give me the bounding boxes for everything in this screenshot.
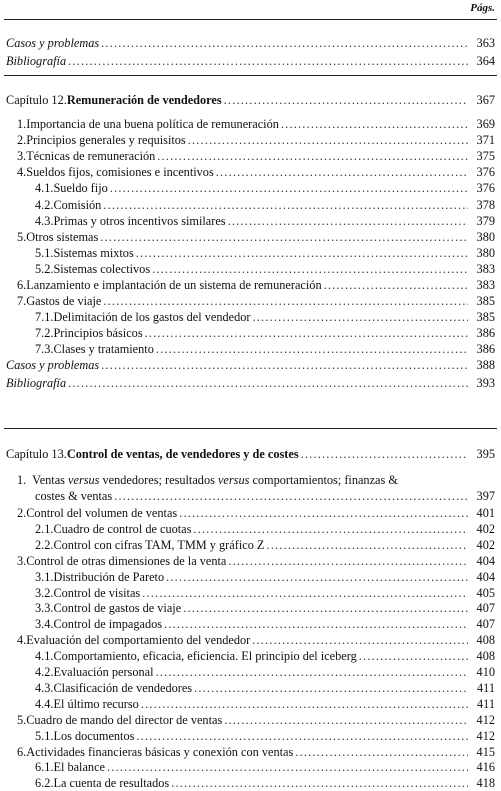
toc-entry-label: Control con cifras TAM, TMM y gráfico Z bbox=[53, 537, 265, 552]
toc-entry[interactable] bbox=[35, 648, 495, 664]
toc-entry[interactable] bbox=[17, 505, 495, 521]
toc-entry-number: 7.2. bbox=[35, 326, 54, 341]
toc-entry[interactable] bbox=[17, 293, 495, 309]
toc-entry-label: La cuenta de resultados bbox=[53, 776, 170, 791]
toc-entry-number: 3.3. bbox=[35, 601, 54, 616]
toc-page-number: 411 bbox=[477, 696, 495, 711]
dot-leader bbox=[324, 277, 468, 293]
toc-page-number: 380 bbox=[476, 229, 495, 244]
chapter-title: Remuneración de vendedores bbox=[66, 93, 222, 107]
toc-entry-number: 4.2. bbox=[35, 665, 54, 679]
toc-page-number: 404 bbox=[476, 569, 495, 584]
pags-header: Págs. bbox=[470, 2, 495, 14]
toc-entry-number: 7.3. bbox=[35, 342, 54, 357]
toc-entry[interactable] bbox=[35, 569, 495, 585]
toc-entry-number: 3. bbox=[17, 553, 27, 568]
toc-entry-label: Sueldo fijo bbox=[53, 181, 108, 196]
toc-entry-number: 4. bbox=[17, 633, 27, 648]
toc-entry[interactable] bbox=[17, 229, 495, 245]
dot-leader bbox=[228, 553, 468, 569]
toc-entry[interactable] bbox=[35, 600, 495, 616]
toc-entry-number: 2. bbox=[17, 133, 27, 148]
dot-leader bbox=[179, 505, 468, 521]
toc-entry[interactable] bbox=[35, 309, 495, 325]
toc-entry-label: Control de otras dimensiones de la venta bbox=[26, 553, 227, 568]
section-rule bbox=[4, 75, 497, 76]
toc-entry-tail[interactable] bbox=[6, 375, 495, 391]
toc-entry-label: Control de impagados bbox=[53, 617, 163, 632]
toc-entry-casos-top[interactable] bbox=[6, 35, 495, 51]
toc-entry[interactable] bbox=[17, 164, 495, 180]
toc-entry[interactable] bbox=[35, 521, 495, 537]
toc-entry-label: Distribución de Pareto bbox=[53, 569, 165, 584]
dot-leader bbox=[157, 148, 468, 164]
toc-page-number: 407 bbox=[476, 617, 495, 632]
toc-entry-label: Sueldos fijos, comisiones e incentivos bbox=[26, 165, 214, 180]
toc-entry-number: 4.3. bbox=[35, 680, 54, 695]
dot-leader bbox=[295, 744, 468, 760]
toc-entry-number: 4.3. bbox=[35, 213, 54, 228]
toc-entry-number: 4.1. bbox=[35, 649, 54, 664]
dot-leader bbox=[141, 696, 468, 712]
toc-entry-number: 1. bbox=[17, 473, 27, 487]
toc-page-number: 371 bbox=[476, 133, 495, 148]
toc-page-number: 410 bbox=[476, 665, 495, 679]
dot-leader bbox=[68, 53, 468, 69]
toc-entry-number: 7.1. bbox=[35, 310, 54, 325]
toc-entry-bibliografia-top[interactable] bbox=[6, 53, 495, 69]
toc-entry-label: El balance bbox=[53, 760, 106, 775]
toc-entry[interactable] bbox=[35, 728, 495, 744]
toc-page-number: 401 bbox=[476, 506, 495, 520]
dot-leader bbox=[224, 712, 468, 728]
toc-entry-number: 2.2. bbox=[35, 537, 54, 552]
toc-entry-label: Gastos de viaje bbox=[26, 294, 102, 309]
dot-leader bbox=[136, 245, 468, 261]
toc-entry-label-part: versus bbox=[68, 473, 100, 487]
toc-page-number: 405 bbox=[476, 585, 495, 600]
toc-entry-number: 1. bbox=[17, 117, 27, 131]
toc-entry[interactable] bbox=[35, 537, 495, 553]
toc-entry-number: 6.2. bbox=[35, 776, 54, 791]
toc-entry[interactable] bbox=[35, 245, 495, 261]
toc-entry-label: Delimitación de los gastos del vendedor bbox=[53, 310, 251, 325]
toc-entry-number: 4. bbox=[17, 165, 27, 180]
toc-page-number: 378 bbox=[476, 197, 495, 212]
toc-entry-number: 2.1. bbox=[35, 521, 54, 536]
toc-entry[interactable] bbox=[17, 148, 495, 164]
toc-entry-label: Actividades financieras básicas y conexión con ventas bbox=[26, 744, 294, 759]
toc-page-number: 393 bbox=[476, 376, 495, 390]
toc-entry-13-1-second-line[interactable] bbox=[35, 488, 495, 504]
dot-leader bbox=[301, 446, 468, 462]
toc-entry-label: Clases y tratamiento bbox=[53, 342, 154, 357]
toc-entry[interactable] bbox=[35, 213, 495, 229]
toc-entry[interactable] bbox=[17, 116, 495, 132]
toc-entry-label: costes & ventas bbox=[35, 489, 113, 503]
toc-entry-number: 3.2. bbox=[35, 585, 54, 600]
toc-page-number: 363 bbox=[476, 36, 495, 50]
toc-page-number: 397 bbox=[476, 489, 495, 503]
toc-page-number: 415 bbox=[476, 744, 495, 759]
dot-leader bbox=[107, 759, 468, 775]
toc-page-number: 412 bbox=[476, 728, 495, 743]
dot-leader bbox=[103, 197, 468, 213]
toc-page-number: 407 bbox=[476, 601, 495, 616]
toc-entry-label: Sistemas colectivos bbox=[53, 261, 151, 276]
toc-entry-label: Evaluación del comportamiento del vendedor bbox=[26, 633, 251, 648]
dot-leader bbox=[194, 680, 468, 696]
toc-entry[interactable] bbox=[35, 341, 495, 357]
toc-page-number: 364 bbox=[476, 54, 495, 68]
toc-entry-label: Comportamiento, eficacia, eficiencia. El principio del iceberg bbox=[53, 649, 357, 664]
toc-page-number: 385 bbox=[476, 310, 495, 325]
toc-entry-number: 5.1. bbox=[35, 245, 54, 260]
dot-leader bbox=[101, 357, 468, 373]
toc-page-number: 395 bbox=[476, 447, 495, 461]
toc-entry[interactable] bbox=[35, 261, 495, 277]
toc-page-number: 376 bbox=[476, 165, 495, 180]
toc-entry-number: 5. bbox=[17, 712, 27, 727]
toc-page-number: 416 bbox=[476, 760, 495, 775]
toc-entry[interactable] bbox=[17, 632, 495, 648]
toc-entry-label: Casos y problemas bbox=[6, 358, 100, 372]
toc-page-number: 404 bbox=[476, 553, 495, 568]
toc-entry-label: Los documentos bbox=[53, 728, 135, 743]
toc-entry[interactable] bbox=[35, 325, 495, 341]
toc-entry[interactable] bbox=[17, 744, 495, 760]
toc-page-number: 383 bbox=[476, 278, 495, 292]
toc-entry-label: Control de gastos de viaje bbox=[53, 601, 182, 616]
dot-leader bbox=[359, 648, 468, 664]
toc-page-number: 385 bbox=[476, 294, 495, 309]
toc-entry-label-part: comportamientos; finanzas & bbox=[249, 473, 398, 487]
toc-page-number: 402 bbox=[476, 521, 495, 536]
toc-entry-label: Principios generales y requisitos bbox=[26, 133, 186, 148]
dot-leader bbox=[164, 616, 468, 632]
toc-page-number: 383 bbox=[476, 261, 495, 276]
dot-leader bbox=[156, 341, 468, 357]
toc-entry-number: 3. bbox=[17, 149, 27, 164]
dot-leader bbox=[171, 775, 468, 791]
toc-entry-label: Primas y otros incentivos similares bbox=[53, 213, 226, 228]
toc-entry-label: Lanzamiento e implantación de un sistema de remuneración bbox=[26, 278, 322, 292]
dot-leader bbox=[101, 35, 468, 51]
dot-leader bbox=[188, 132, 468, 148]
dot-leader bbox=[183, 600, 468, 616]
toc-entry-label: Cuadro de mando del director de ventas bbox=[26, 712, 223, 727]
toc-page-number: 376 bbox=[476, 181, 495, 196]
dot-leader bbox=[114, 488, 468, 504]
toc-entry-tail[interactable] bbox=[6, 357, 495, 373]
toc-entry[interactable] bbox=[35, 197, 495, 213]
dot-leader bbox=[252, 632, 468, 648]
toc-page-number: 380 bbox=[476, 245, 495, 260]
toc-entry[interactable] bbox=[35, 696, 495, 712]
toc-entry-label: Casos y problemas bbox=[6, 36, 100, 50]
dot-leader bbox=[156, 664, 469, 680]
toc-entry-number: 4.1. bbox=[35, 181, 54, 196]
toc-entry-number: 3.1. bbox=[35, 569, 54, 584]
dot-leader bbox=[103, 293, 468, 309]
toc-entry-number: 5.1. bbox=[35, 728, 54, 743]
toc-entry[interactable] bbox=[17, 712, 495, 728]
chapter-13-heading[interactable] bbox=[6, 446, 495, 462]
dot-leader bbox=[266, 537, 468, 553]
toc-entry-label: El último recurso bbox=[53, 696, 139, 711]
dot-leader bbox=[228, 213, 468, 229]
toc-entry-number: 3.4. bbox=[35, 617, 54, 632]
toc-page-number: 408 bbox=[476, 649, 495, 664]
toc-entry[interactable] bbox=[17, 553, 495, 569]
toc-entry[interactable] bbox=[35, 775, 495, 791]
toc-page-number: 418 bbox=[476, 776, 495, 791]
toc-entry-label: Control de visitas bbox=[53, 585, 141, 600]
toc-page-number: 402 bbox=[476, 537, 495, 552]
toc-entry-number: 6. bbox=[17, 278, 27, 292]
toc-page-number: 379 bbox=[476, 213, 495, 228]
dot-leader bbox=[68, 375, 468, 391]
toc-entry-label-part: Ventas bbox=[32, 473, 69, 487]
toc-page-number: 412 bbox=[476, 712, 495, 727]
toc-entry-number: 5.2. bbox=[35, 261, 54, 276]
toc-entry-number: 4.4. bbox=[35, 696, 54, 711]
toc-entry-label: Bibliografía bbox=[6, 376, 67, 390]
section-rule bbox=[4, 428, 497, 429]
chapter-prefix: Capítulo 13. bbox=[6, 447, 67, 461]
toc-entry[interactable] bbox=[35, 759, 495, 775]
dot-leader bbox=[193, 521, 468, 537]
chapter-12-heading[interactable] bbox=[6, 92, 495, 108]
toc-entry-label: Principios básicos bbox=[53, 326, 143, 341]
chapter-prefix: Capítulo 12. bbox=[6, 93, 67, 107]
toc-entry[interactable] bbox=[35, 680, 495, 696]
dot-leader bbox=[216, 164, 468, 180]
toc-entry-label: Clasificación de vendedores bbox=[53, 680, 193, 695]
dot-leader bbox=[100, 229, 468, 245]
toc-entry-number: 2. bbox=[17, 506, 27, 520]
toc-page-number: 408 bbox=[476, 633, 495, 648]
dot-leader bbox=[142, 585, 468, 601]
toc-entry[interactable] bbox=[35, 664, 495, 680]
toc-entry[interactable] bbox=[35, 585, 495, 601]
toc-entry-label: Importancia de una buena política de remuneración bbox=[26, 117, 279, 131]
toc-entry[interactable] bbox=[35, 616, 495, 632]
toc-entry[interactable] bbox=[17, 132, 495, 148]
dot-leader bbox=[253, 309, 469, 325]
toc-entry-number: 6.1. bbox=[35, 760, 54, 775]
dot-leader bbox=[166, 569, 468, 585]
dot-leader bbox=[136, 728, 468, 744]
toc-entry-13-1-first-line[interactable] bbox=[17, 472, 398, 488]
toc-entry-number: 4.2. bbox=[35, 197, 54, 212]
toc-page-number: 369 bbox=[476, 117, 495, 131]
toc-page-number: 386 bbox=[476, 326, 495, 341]
toc-entry-label: Otros sistemas bbox=[26, 229, 99, 244]
dot-leader bbox=[152, 261, 468, 277]
dot-leader bbox=[110, 180, 468, 196]
toc-entry-label: Control del volumen de ventas bbox=[26, 506, 178, 520]
chapter-title: Control de ventas, de vendedores y de costes bbox=[66, 447, 299, 461]
toc-page-number: 367 bbox=[476, 93, 495, 107]
toc-page-number: 411 bbox=[477, 680, 495, 695]
dot-leader bbox=[281, 116, 468, 132]
toc-entry-label: Evaluación personal bbox=[53, 665, 154, 679]
toc-entry-label: Cuadro de control de cuotas bbox=[53, 521, 192, 536]
toc-entry-number: 6. bbox=[17, 744, 27, 759]
toc-entry[interactable] bbox=[17, 277, 495, 293]
toc-page-number: 386 bbox=[476, 342, 495, 357]
toc-entry-label-part: versus bbox=[217, 473, 250, 487]
header-rule bbox=[4, 19, 497, 20]
toc-entry-number: 5. bbox=[17, 229, 27, 244]
toc-entry-label: Comisión bbox=[53, 197, 102, 212]
dot-leader bbox=[224, 92, 468, 108]
toc-entry-number: 7. bbox=[17, 294, 27, 309]
toc-page-number: 388 bbox=[476, 358, 495, 372]
toc-entry[interactable] bbox=[35, 180, 495, 196]
toc-entry-label: Técnicas de remuneración bbox=[26, 149, 156, 164]
dot-leader bbox=[145, 325, 468, 341]
toc-entry-label-part: vendedores; resultados bbox=[99, 473, 218, 487]
toc-page-number: 375 bbox=[476, 149, 495, 164]
toc-entry-label: Bibliografía bbox=[6, 54, 67, 68]
toc-entry-label: Sistemas mixtos bbox=[53, 245, 134, 260]
